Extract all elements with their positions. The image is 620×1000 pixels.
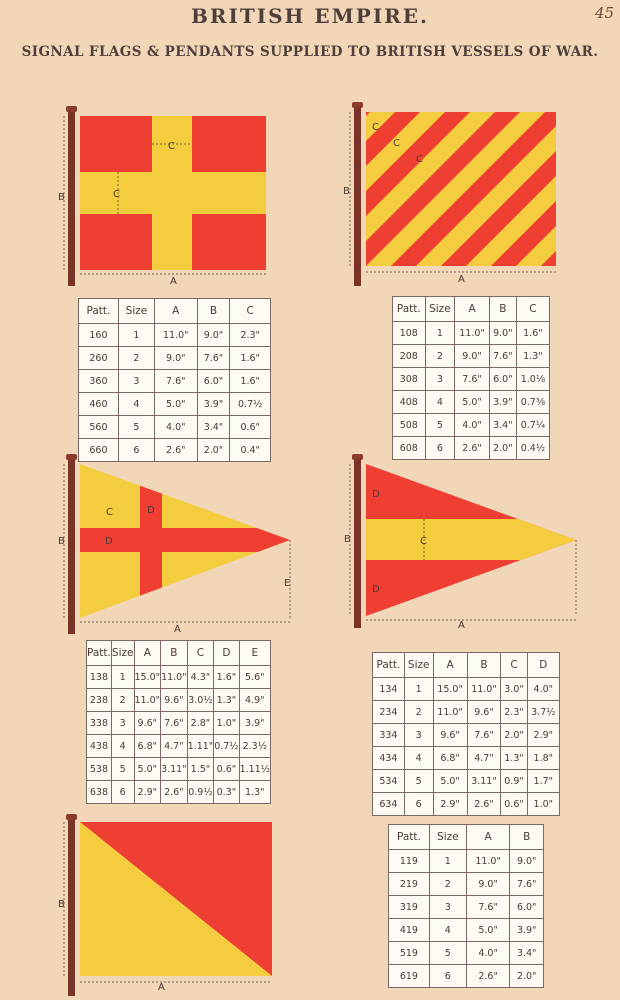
table-cell: 5.0" <box>433 770 467 793</box>
table-cell: 1.0" <box>214 712 239 735</box>
table-cell: 560 <box>79 416 119 439</box>
dimension-label-b: B <box>58 536 65 547</box>
dimension-label-b: B <box>58 899 65 910</box>
table-cell: 3 <box>118 370 154 393</box>
table-cell: 3.11" <box>467 770 501 793</box>
table-cell: 6 <box>111 781 134 804</box>
column-header: Size <box>111 641 134 666</box>
table-cell: 11.0" <box>433 701 467 724</box>
table-cell: 2.6" <box>155 439 198 462</box>
table-cell: 5.0" <box>466 919 510 942</box>
table-cell: 308 <box>393 368 426 391</box>
table-cell: 2 <box>404 701 433 724</box>
table-cell: 7.6" <box>466 896 510 919</box>
table-header-row <box>79 299 271 324</box>
table-cell: 4.0" <box>527 678 559 701</box>
table-cell: 2 <box>429 873 466 896</box>
table-cell: 419 <box>389 919 430 942</box>
table-cell: 0.7½ <box>230 393 271 416</box>
dimension-label-c: C <box>416 154 423 165</box>
table-diagonal-stripes-flag <box>392 296 550 460</box>
table-cell: 1.11" <box>187 735 214 758</box>
table-row <box>79 324 271 347</box>
table-cell: 1.11½ <box>239 758 270 781</box>
table-cell: 4 <box>111 735 134 758</box>
table-row <box>87 666 271 689</box>
table-cell: 3.4" <box>510 942 544 965</box>
column-header: Patt. <box>87 641 112 666</box>
dimension-label-a: A <box>458 620 465 630</box>
column-header: Size <box>429 825 466 850</box>
table-cell: 1.5" <box>187 758 214 781</box>
table-row <box>389 942 544 965</box>
dimension-label-b: B <box>58 192 65 203</box>
dimension-label-c: C <box>106 507 113 518</box>
table-cell: 4.3" <box>187 666 214 689</box>
table-cell: 6 <box>425 437 455 460</box>
table-cross-flag <box>78 298 271 462</box>
table-cell: 6.8" <box>134 735 161 758</box>
table-cell: 2.0" <box>197 439 230 462</box>
table-cell: 6.0" <box>197 370 230 393</box>
table-row <box>393 391 550 414</box>
table-cell: 319 <box>389 896 430 919</box>
table-cell: 0.9" <box>501 770 527 793</box>
table-cell: 9.6" <box>134 712 161 735</box>
table-cell: 508 <box>393 414 426 437</box>
table-cell: 15.0" <box>134 666 161 689</box>
table-cell: 2.6" <box>466 965 510 988</box>
table-cell: 3.4" <box>489 414 516 437</box>
column-header: B <box>467 653 501 678</box>
table-header-row <box>87 641 271 666</box>
column-header: B <box>510 825 544 850</box>
table-cell: 5.0" <box>134 758 161 781</box>
dimension-label-c: C <box>420 536 427 547</box>
table-cell: 1 <box>118 324 154 347</box>
dimension-label-c: C <box>113 189 120 200</box>
table-cell: 0.4" <box>230 439 271 462</box>
table-row <box>373 747 560 770</box>
table-cell: 6.0" <box>510 896 544 919</box>
table-cell: 2.6" <box>455 437 490 460</box>
table-cell: 5.6" <box>239 666 270 689</box>
column-header: C <box>501 653 527 678</box>
table-cell: 9.0" <box>197 324 230 347</box>
table-row <box>79 393 271 416</box>
table-cell: 7.6" <box>489 345 516 368</box>
dimension-label-b: B <box>344 534 351 545</box>
column-header: D <box>214 641 239 666</box>
table-row <box>393 322 550 345</box>
table-header-row <box>393 297 550 322</box>
table-cell: 4.0" <box>455 414 490 437</box>
table-cell: 338 <box>87 712 112 735</box>
table-cell: 519 <box>389 942 430 965</box>
table-cell: 438 <box>87 735 112 758</box>
table-cell: 2.0" <box>501 724 527 747</box>
table-cell: 4.7" <box>161 735 188 758</box>
table-cell: 3 <box>429 896 466 919</box>
table-cell: 7.6" <box>455 368 490 391</box>
table-cell: 2 <box>118 347 154 370</box>
table-cell: 4 <box>404 747 433 770</box>
table-cell: 4.0" <box>155 416 198 439</box>
table-cell: 2.3" <box>230 324 271 347</box>
table-cell: 3.9" <box>510 919 544 942</box>
table-row <box>389 896 544 919</box>
dimension-label-a: A <box>458 274 465 285</box>
table-cell: 11.0" <box>155 324 198 347</box>
dimension-label-b: B <box>343 186 350 197</box>
dimension-label-c: C <box>393 138 400 149</box>
table-cell: 119 <box>389 850 430 873</box>
table-cell: 5 <box>429 942 466 965</box>
dimension-label-c: C <box>168 141 175 152</box>
table-cell: 660 <box>79 439 119 462</box>
table-cell: 15.0" <box>433 678 467 701</box>
column-header: Patt. <box>79 299 119 324</box>
table-cell: 0.7½ <box>214 735 239 758</box>
table-row <box>373 724 560 747</box>
table-cell: 1 <box>425 322 455 345</box>
table-cell: 1.3" <box>501 747 527 770</box>
table-cell: 260 <box>79 347 119 370</box>
page-subtitle: SIGNAL FLAGS & PENDANTS SUPPLIED TO BRITISH VESSELS OF WAR. <box>21 44 599 60</box>
column-header: Size <box>404 653 433 678</box>
flagpole <box>68 110 75 286</box>
table-cell: 3 <box>404 724 433 747</box>
table-row <box>393 368 550 391</box>
table-cell: 460 <box>79 393 119 416</box>
table-row <box>373 770 560 793</box>
table-cell: 6 <box>404 793 433 816</box>
table-cell: 9.6" <box>161 689 188 712</box>
table-cell: 9.0" <box>510 850 544 873</box>
column-header: A <box>155 299 198 324</box>
table-cell: 11.0" <box>134 689 161 712</box>
table-cell: 7.6" <box>197 347 230 370</box>
table-cross-pendant <box>86 640 271 804</box>
table-row <box>79 347 271 370</box>
table-row <box>393 345 550 368</box>
table-row <box>87 781 271 804</box>
table-row <box>79 416 271 439</box>
table-cell: 2.9" <box>134 781 161 804</box>
column-header: E <box>239 641 270 666</box>
dimension-label-d: D <box>372 489 380 500</box>
dimension-label-c: C <box>372 122 379 133</box>
table-row <box>373 701 560 724</box>
dimension-label-a: A <box>170 276 177 287</box>
flagpole <box>354 458 361 628</box>
table-row <box>373 793 560 816</box>
column-header: C <box>230 299 271 324</box>
table-cell: 0.3" <box>214 781 239 804</box>
table-cell: 619 <box>389 965 430 988</box>
table-cell: 408 <box>393 391 426 414</box>
table-cell: 538 <box>87 758 112 781</box>
table-cell: 3.7½ <box>527 701 559 724</box>
table-cell: 5 <box>111 758 134 781</box>
column-header: C <box>187 641 214 666</box>
table-cell: 1.0" <box>527 793 559 816</box>
table-cell: 0.7¼ <box>516 414 549 437</box>
table-cell: 9.0" <box>466 873 510 896</box>
table-cell: 2.9" <box>527 724 559 747</box>
table-cell: 4 <box>118 393 154 416</box>
table-cell: 11.0" <box>161 666 188 689</box>
table-row <box>389 965 544 988</box>
diagonal-stripes-flag <box>340 100 570 290</box>
table-row <box>87 758 271 781</box>
column-header: Patt. <box>389 825 430 850</box>
column-header: A <box>433 653 467 678</box>
table-row <box>87 689 271 712</box>
table-cell: 6 <box>118 439 154 462</box>
cross-pendant <box>56 452 301 637</box>
table-cell: 3.9" <box>239 712 270 735</box>
column-header: Size <box>118 299 154 324</box>
table-cell: 3.4" <box>197 416 230 439</box>
column-header: C <box>516 297 549 322</box>
table-row <box>389 850 544 873</box>
table-cell: 3.0½ <box>187 689 214 712</box>
cross-flag <box>56 104 276 290</box>
table-header-row <box>389 825 544 850</box>
yellow-stripe <box>340 100 341 266</box>
table-cell: 2.6" <box>467 793 501 816</box>
table-cell: 3 <box>111 712 134 735</box>
horizontal-band-pendant <box>340 452 585 630</box>
table-cell: 4 <box>429 919 466 942</box>
table-cell: 11.0" <box>455 322 490 345</box>
table-cell: 3.0" <box>501 678 527 701</box>
table-cell: 434 <box>373 747 405 770</box>
table-cell: 0.6" <box>501 793 527 816</box>
table-cell: 6.0" <box>489 368 516 391</box>
column-header: Size <box>425 297 455 322</box>
column-header: A <box>455 297 490 322</box>
table-cell: 5.0" <box>155 393 198 416</box>
table-cell: 1.6" <box>230 347 271 370</box>
table-cell: 138 <box>87 666 112 689</box>
table-cell: 0.6" <box>214 758 239 781</box>
table-cell: 1.0⅛ <box>516 368 549 391</box>
table-cell: 1.6" <box>214 666 239 689</box>
table-cell: 5 <box>425 414 455 437</box>
column-header: D <box>527 653 559 678</box>
table-cell: 638 <box>87 781 112 804</box>
table-row <box>393 414 550 437</box>
table-cell: 0.4½ <box>516 437 549 460</box>
table-row <box>79 370 271 393</box>
dimension-label-d: D <box>372 584 380 595</box>
column-header: B <box>197 299 230 324</box>
table-cell: 1 <box>404 678 433 701</box>
flagpole <box>68 458 75 634</box>
table-row <box>389 919 544 942</box>
horizontal-band-yellow <box>366 519 578 560</box>
table-cell: 2.0" <box>489 437 516 460</box>
table-cell: 1.6" <box>230 370 271 393</box>
table-cell: 360 <box>79 370 119 393</box>
table-cell: 5 <box>118 416 154 439</box>
table-cell: 0.7⅜ <box>516 391 549 414</box>
table-cell: 9.6" <box>467 701 501 724</box>
table-cell: 334 <box>373 724 405 747</box>
table-cell: 208 <box>393 345 426 368</box>
table-row <box>87 735 271 758</box>
table-cell: 534 <box>373 770 405 793</box>
table-cell: 9.0" <box>489 322 516 345</box>
table-cell: 9.0" <box>155 347 198 370</box>
table-cell: 1.3" <box>239 781 270 804</box>
column-header: Patt. <box>373 653 405 678</box>
flagpole <box>354 106 361 286</box>
dimension-label-d: D <box>147 505 155 516</box>
dimension-label-a: A <box>174 624 181 635</box>
table-cell: 238 <box>87 689 112 712</box>
table-cell: 1 <box>111 666 134 689</box>
table-cell: 6 <box>429 965 466 988</box>
table-cell: 9.0" <box>455 345 490 368</box>
table-cell: 0.6" <box>230 416 271 439</box>
table-cell: 2.3½ <box>239 735 270 758</box>
table-cell: 11.0" <box>466 850 510 873</box>
table-cell: 4 <box>425 391 455 414</box>
table-cell: 4.0" <box>466 942 510 965</box>
table-cell: 4.7" <box>467 747 501 770</box>
dimension-label-d: D <box>105 536 113 547</box>
table-cell: 0.9½ <box>187 781 214 804</box>
table-cell: 1.3" <box>214 689 239 712</box>
column-header: B <box>489 297 516 322</box>
table-cell: 3.9" <box>197 393 230 416</box>
table-cell: 1.7" <box>527 770 559 793</box>
table-cell: 3.9" <box>489 391 516 414</box>
table-diagonal-halves-flag <box>388 824 544 988</box>
table-cell: 5.0" <box>455 391 490 414</box>
table-cell: 1 <box>429 850 466 873</box>
table-cell: 634 <box>373 793 405 816</box>
table-cell: 608 <box>393 437 426 460</box>
yellow-stripe <box>566 100 570 266</box>
table-cell: 2 <box>425 345 455 368</box>
column-header: Patt. <box>393 297 426 322</box>
table-cell: 4.9" <box>239 689 270 712</box>
table-cell: 2 <box>111 689 134 712</box>
table-cell: 7.6" <box>510 873 544 896</box>
dimension-label-e: E <box>284 578 291 589</box>
column-header: A <box>466 825 510 850</box>
page-title: BRITISH EMPIRE. <box>190 4 430 28</box>
flagpole <box>68 818 75 996</box>
table-cell: 2.3" <box>501 701 527 724</box>
table-cell: 1.8" <box>527 747 559 770</box>
table-cell: 160 <box>79 324 119 347</box>
table-cell: 134 <box>373 678 405 701</box>
table-cell: 219 <box>389 873 430 896</box>
table-cell: 3 <box>425 368 455 391</box>
table-cell: 3.11" <box>161 758 188 781</box>
table-cell: 2.9" <box>433 793 467 816</box>
table-row <box>87 712 271 735</box>
table-horizontal-band-pendant <box>372 652 560 816</box>
table-header-row <box>373 653 560 678</box>
table-row <box>389 873 544 896</box>
table-cell: 2.6" <box>161 781 188 804</box>
table-cell: 5 <box>404 770 433 793</box>
column-header: B <box>161 641 188 666</box>
table-cell: 234 <box>373 701 405 724</box>
column-header: A <box>134 641 161 666</box>
table-cell: 6.8" <box>433 747 467 770</box>
table-cell: 11.0" <box>467 678 501 701</box>
table-cell: 1.6" <box>516 322 549 345</box>
table-cell: 108 <box>393 322 426 345</box>
page-number: 45 <box>594 4 614 22</box>
dimension-label-a: A <box>158 982 165 993</box>
diagonal-halves-flag <box>56 812 282 998</box>
table-cell: 2.8" <box>187 712 214 735</box>
table-cell: 7.6" <box>161 712 188 735</box>
table-row <box>373 678 560 701</box>
table-cell: 2.0" <box>510 965 544 988</box>
cross-horizontal-bar-yellow <box>80 172 266 214</box>
table-cell: 7.6" <box>467 724 501 747</box>
table-cell: 1.3" <box>516 345 549 368</box>
table-cell: 7.6" <box>155 370 198 393</box>
table-cell: 9.6" <box>433 724 467 747</box>
